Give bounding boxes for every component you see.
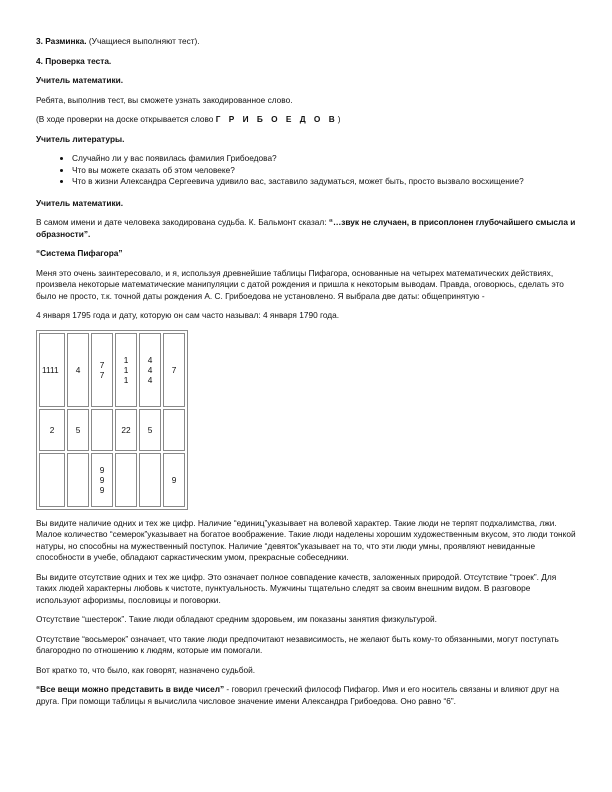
table-cell: 22 xyxy=(115,409,137,451)
pythagoras-table xyxy=(36,330,188,510)
last-quote: “Все вещи можно представить в виде чисел” xyxy=(36,684,225,694)
paragraph-eights: Отсутствие “восьмерок” означает, что такие люди предпочитают независимость, не желают быть кому-то обязанными, могут поступать благородно по отношению к людям, которые им помогали. xyxy=(36,633,559,655)
table-cell xyxy=(91,409,113,451)
speaker-math-2: Учитель математики. xyxy=(36,197,124,208)
paragraph-interest: Меня это очень заинтересовало, и я, используя древнейшие таблицы Пифагора, основанные на четырех математических действиях, произвела некоторые математические манипуляции с датой рождения и пришла к некоторым выводам. Правда, оговорюсь, сделать это было не просто, т.к. точной даты рождения А. С. Грибоедова не установлено. Я выбрала две даты: общепринятую - xyxy=(36,267,564,301)
question-list xyxy=(36,153,576,188)
table-row xyxy=(39,409,185,451)
table-cell xyxy=(163,409,185,451)
table-row xyxy=(39,453,185,507)
paragraph-absent: Вы видите отсутствие одних и тех же цифр. Это означает полное совпадение качеств, заложенных природой. Отсутствие “троек”. Для таких людей характерны любовь к чистоте, пунктуальность. Мужчины тщательно следят за своим внешним видом. В разговоре используют афоризмы, пословицы и поговорки. xyxy=(36,571,557,605)
table-cell: 4 4 4 xyxy=(139,333,161,407)
section-note: (Учащиеся выполняют тест). xyxy=(86,36,200,46)
section-number: 3. Разминка. xyxy=(36,36,87,46)
board-word: Г Р И Б О Е Д О В xyxy=(215,114,338,124)
list-item: • Что вы можете сказать об этом человеке? xyxy=(72,165,576,177)
table-cell: 9 9 9 xyxy=(91,453,113,507)
table-cell: 7 7 xyxy=(91,333,113,407)
section-4-heading: 4. Проверка теста. xyxy=(36,55,112,66)
board-pre: (В ходе проверки на доске открывается слово xyxy=(36,114,216,124)
table-cell: 2 xyxy=(39,409,65,451)
document-page xyxy=(36,36,576,715)
paragraph-fate xyxy=(36,217,576,240)
list-item: • Что в жизни Александра Сергеевича удивило вас, заставило задуматься, может быть, просто вызвало восхищение? xyxy=(72,176,576,188)
table-cell xyxy=(115,453,137,507)
paragraph-board xyxy=(36,114,576,126)
paragraph-sixes: Отсутствие “шестерок”. Такие люди обладают средним здоровьем, им показаны занятия физкультурой. xyxy=(36,614,437,624)
last-rest: - говорил греческий философ Пифагор. Имя и его носитель связаны и влияют друг на друга. При помощи таблицы я вычислила числовое значение имени Александра Грибоедова. Оно равно “6”. xyxy=(36,684,560,706)
speaker-literature: Учитель литературы. xyxy=(36,133,125,144)
paragraph-test: Ребята, выполнив тест, вы сможете узнать закодированное слово. xyxy=(36,94,293,105)
table-cell: 4 xyxy=(67,333,89,407)
paragraph-last xyxy=(36,684,576,707)
table-cell xyxy=(39,453,65,507)
table-cell xyxy=(67,453,89,507)
paragraph-dates: 4 января 1795 года и дату, которую он сам часто называл: 4 января 1790 года. xyxy=(36,310,340,320)
board-post: ) xyxy=(337,114,341,124)
list-item: • Случайно ли у вас появилась фамилия Грибоедова? xyxy=(72,153,576,165)
pythagoras-title: “Система Пифагора” xyxy=(36,248,123,258)
paragraph-fate-2: Вот кратко то, что было, как говорят, назначено судьбой. xyxy=(36,664,256,675)
fate-pre: В самом имени и дате человека закодирована судьба. К. Бальмонт сказал: xyxy=(36,217,329,227)
table-row xyxy=(39,333,185,407)
table-cell: 9 xyxy=(163,453,185,507)
table-cell: 1111 xyxy=(39,333,65,407)
section-3-heading xyxy=(36,36,576,48)
table-cell: 5 xyxy=(139,409,161,451)
table-cell: 5 xyxy=(67,409,89,451)
table-cell xyxy=(139,453,161,507)
paragraph-ones: Вы видите наличие одних и тех же цифр. Наличие “единиц”указывает на волевой характер. Такие люди не терпят подхалимства, лжи. Малое количество “семерок”указывает на богатое воображение. Такие люди наделены хорошим художественным вкусом, это люди тонкой натуры, но способны на мужественный поступок. Наличие “девяток”указывает на то, что эти люди умны, проявляют невиданные способности в учебе, обладают саркастическим умом, прекрасные собеседники. xyxy=(36,517,576,562)
table-cell: 1 1 1 xyxy=(115,333,137,407)
table-cell: 7 xyxy=(163,333,185,407)
speaker-math: Учитель математики. xyxy=(36,75,124,85)
pythagoras-grid xyxy=(36,330,576,510)
fate-quote: “…звук не случаен, в присоплонен глубочайшего смысла и образности”. xyxy=(36,217,576,239)
